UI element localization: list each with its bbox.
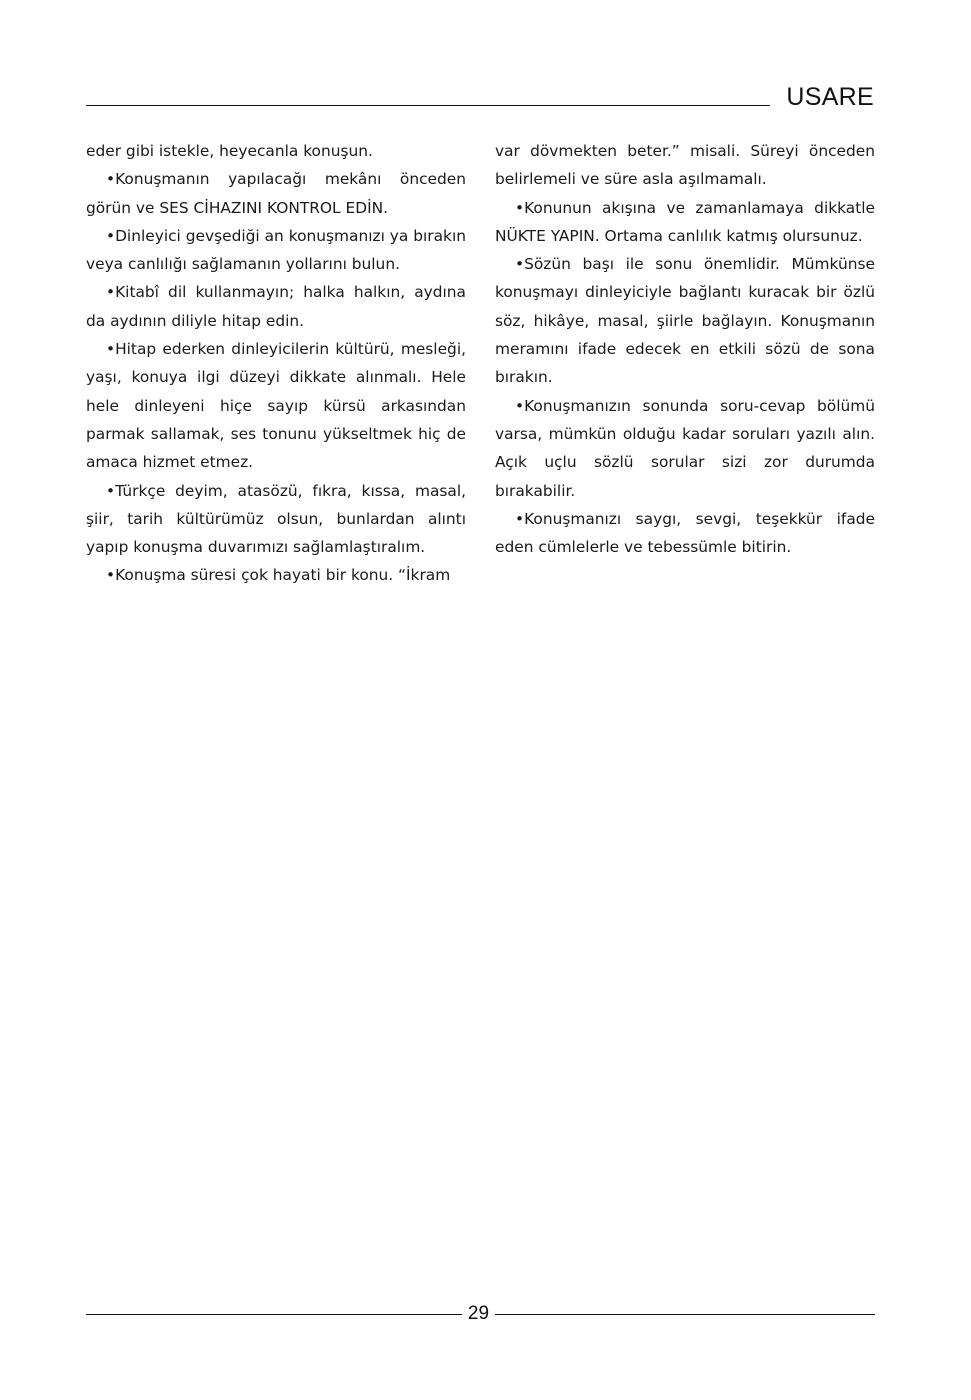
page-header — [86, 84, 874, 110]
bullet-paragraph: •Kitabî dil kullanmayın; halka halkın, aydına da aydının diliyle hitap edin. — [86, 283, 466, 330]
bullet-paragraph: •Türkçe deyim, atasözü, fıkra, kıssa, masal, şiir, tarih kültürümüz olsun, bunlardan alıntı yapıp konuşma duvarımızı sağlamlaştıralım. — [86, 481, 466, 557]
bullet-paragraph: •Konuşmanızın sonunda soru-cevap bölümü varsa, mümkün olduğu kadar soruları yazılı alın. Açık uçlu sözlü sorular sizi zor durumda bırakabilir. — [495, 396, 875, 500]
bullet-paragraph: •Konuşmanın yapılacağı mekânı önceden görün ve SES CİHAZINI KONTROL EDİN. — [86, 170, 466, 217]
right-column — [495, 137, 875, 590]
page-number: 29 — [467, 1303, 490, 1324]
bullet-paragraph: •Sözün başı ile sonu önemlidir. Mümkünse konuşmayı dinleyiciyle bağlantı kuracak bir özlü söz, hikâye, masal, şiirle bağlayın. Konuşmanın meramını ifade edecek en etkili sözü de sona bırakın. — [495, 255, 875, 387]
footer-rule-left — [86, 1314, 462, 1315]
bullet-paragraph: •Konuşma süresi çok hayati bir konu. “İkram — [106, 566, 451, 585]
bullet-paragraph: •Hitap ederken dinleyicilerin kültürü, mesleği, yaşı, konuya ilgi düzeyi dikkate alınmalı. Hele hele dinleyeni hiçe sayıp kürsü arkasından parmak sallamak, ses tonunu yükseltmek hiç de amaca hizmet etmez. — [86, 340, 466, 472]
paragraph-continuation: var dövmekten beter.” misali. Süreyi önceden belirlemeli ve süre asla aşılmamalı. — [495, 142, 875, 189]
left-column — [86, 137, 466, 590]
running-title: USARE — [786, 83, 874, 111]
paragraph-continuation: eder gibi istekle, heyecanla konuşun. — [86, 142, 373, 160]
header-rule — [86, 105, 770, 106]
bullet-paragraph: •Konunun akışına ve zamanlamaya dikkatle NÜKTE YAPIN. Ortama canlılık katmış olursunuz. — [495, 198, 875, 245]
body-columns — [86, 137, 875, 590]
bullet-paragraph: •Konuşmanızı saygı, sevgi, teşekkür ifade eden cümlelerle ve tebessümle bitirin. — [495, 509, 875, 557]
bullet-paragraph: •Dinleyici gevşediği an konuşmanızı ya bırakın veya canlılığı sağlamanın yollarını bulun. — [86, 226, 466, 274]
footer-rule-right — [495, 1314, 875, 1315]
page-footer — [86, 1302, 875, 1326]
